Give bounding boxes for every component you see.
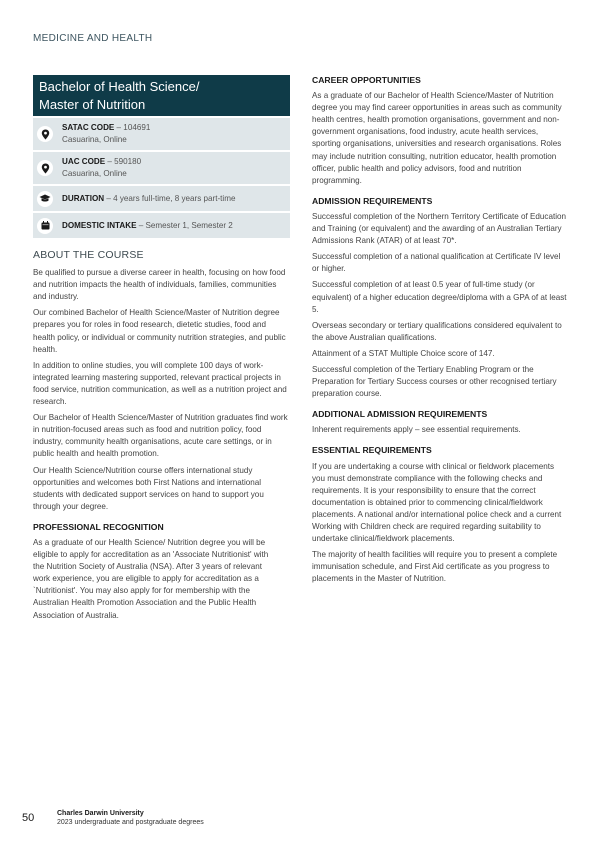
left-column — [33, 75, 290, 626]
intake-row — [33, 213, 290, 238]
admission-paragraph: Successful completion of a national qualification at Certificate IV level or higher. — [312, 252, 561, 274]
admission-paragraph: Overseas secondary or tertiary qualifications considered equivalent to the above Australian qualifications. — [312, 320, 562, 342]
page-number: 50 — [22, 812, 35, 824]
admission-paragraph: Successful completion of the Tertiary Enabling Program or the Preparation for Tertiary Success courses or other recognised tertiary preparation course. — [312, 364, 557, 399]
career-heading: CAREER OPPORTUNITIES — [312, 75, 421, 85]
course-title-box — [33, 75, 290, 116]
uac-code-value: – 590180 — [105, 157, 142, 166]
intake-label: DOMESTIC INTAKE — [62, 220, 137, 230]
duration-value: – 4 years full-time, 8 years part-time — [104, 193, 236, 203]
satac-code-row — [33, 118, 290, 150]
career-text: As a graduate of our Bachelor of Health Science/Master of Nutrition degree you may find career opportunities in areas such as community health centres, health promotion organisations, government and non-government organisations, food industry, acute health services, sporting organisations, universities and research organisations. Roles may include nutrition consulting, nutrition educator, health promotion officer, public health and policy advisors, food and nutrition programming. — [312, 91, 562, 185]
right-column — [312, 74, 568, 589]
satac-code-label: SATAC CODE — [62, 123, 115, 132]
satac-location: Casuarina, Online — [62, 135, 127, 144]
admission-paragraph: Attainment of a STAT Multiple Choice score of 147. — [312, 348, 495, 358]
professional-recognition-heading: PROFESSIONAL RECOGNITION — [33, 521, 164, 532]
course-title-line2: Master of Nutrition — [39, 97, 146, 112]
uac-code-row — [33, 152, 290, 184]
satac-code-value: – 104691 — [114, 123, 151, 132]
about-paragraph: In addition to online studies, you will complete 100 days of work-integrated learning mastering supported, relevant practical projects in food service, nutrition communication, as well as a nutrition project and research. — [33, 360, 287, 407]
duration-label: DURATION — [62, 193, 105, 203]
essential-paragraph: If you are undertaking a course with clinical or fieldwork placements you must demonstrate compliance with the following checks and requirements. It is your responsibility to ensure that the correct documentation is obtained prior to commencing clinical/fieldwork placements. A national and/or international police check and a current Working with Children check are required regarding suitability to undertake clinical/fieldwork placements. — [312, 461, 562, 544]
admission-paragraph: Successful completion of the Northern Territory Certificate of Education and Training (or equivalent) and the awarding of an Australian Tertiary Admissions Rank (ATAR) of at least 70*. — [312, 211, 567, 246]
calendar-icon — [37, 218, 53, 234]
about-paragraph: Our combined Bachelor of Health Science/Master of Nutrition degree prepares you for roles in food research, dietetic studies, food and health policy, or individual or community nutrition strategies, and public health. — [33, 308, 286, 354]
additional-admission-heading: ADDITIONAL ADMISSION REQUIREMENTS — [312, 409, 488, 420]
location-pin-icon — [37, 160, 53, 176]
uac-location: Casuarina, Online — [62, 169, 127, 178]
about-paragraph: Our Health Science/Nutrition course offers international study opportunities and welcomes both First Nations and international students with dedicated support services on hand to support you through your degree. — [33, 465, 264, 511]
course-title-line1: Bachelor of Health Science/ — [39, 79, 200, 94]
duration-row — [33, 186, 290, 211]
graduation-cap-icon — [37, 191, 53, 207]
essential-paragraph: The majority of health facilities will require you to present a complete immunisation schedule, and First Aid certificate as you progress to placements in the Master of Nutrition. — [312, 550, 558, 584]
footer-university: Charles Darwin University — [57, 810, 144, 817]
about-paragraph: Be qualified to pursue a diverse career in health, focusing on how food and nutrition impacts the health of individuals, families, communities and industry. — [33, 268, 286, 302]
uac-code-label: UAC CODE — [62, 157, 106, 166]
about-heading: ABOUT THE COURSE — [33, 249, 144, 261]
admission-paragraph: Successful completion of at least 0.5 year of full-time study (or equivalent) of a higher education degree/diploma with a GPA of at least 5. — [312, 280, 567, 314]
footer — [57, 809, 204, 827]
admission-heading: ADMISSION REQUIREMENTS — [312, 195, 433, 206]
section-label: MEDICINE AND HEALTH — [33, 33, 153, 44]
location-pin-icon — [37, 126, 53, 142]
about-paragraph: Our Bachelor of Health Science/Master of Nutrition graduates find work in nutrition-focused areas such as food and nutrition policy, food industry, community health organisations, acute care settings, or in public health and health promotion. — [33, 413, 288, 459]
additional-admission-text: Inherent requirements apply – see essential requirements. — [312, 425, 521, 435]
essential-requirements-heading: ESSENTIAL REQUIREMENTS — [312, 445, 432, 456]
footer-publication: 2023 undergraduate and postgraduate degrees — [57, 819, 204, 826]
intake-value: – Semester 1, Semester 2 — [136, 220, 233, 230]
professional-recognition-text: As a graduate of our Health Science/ Nutrition degree you will be eligible to apply for accreditation as an 'Associate Nutritionist' with the Nutrition Society of Australia (NSA). After 3 years of relevant work experience, you are eligible to apply for accreditation as a `Nutritionist'. You may also apply for for membership with the Australian Health Promotion Association and the Public Health Association of Australia. — [33, 537, 269, 620]
